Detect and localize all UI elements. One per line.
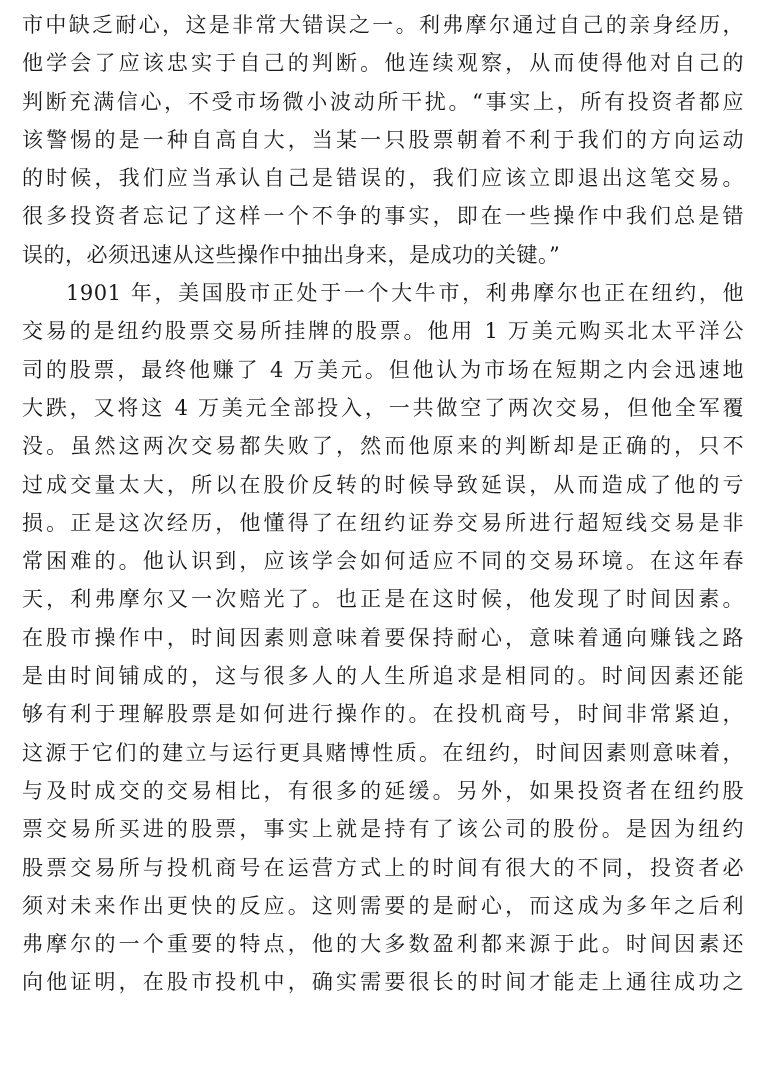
text-line: 1901 年，美国股市正处于一个大牛市，利弗摩尔也正在纽约，他: [66, 281, 744, 306]
text-line: 市中缺乏耐心，这是非常大错误之一。利弗摩尔通过自己的亲身经历，: [22, 13, 744, 37]
text-line: 票交易所买进的股票，事实上就是持有了该公司的股份。是因为纽约: [22, 817, 744, 842]
text-line: 弗摩尔的一个重要的特点，他的大多数盈利都来源于此。时间因素还: [22, 932, 744, 957]
text-line: 损。正是这次经历，他懂得了在纽约证券交易所进行超短线交易是非: [22, 510, 744, 535]
text-line: 与及时成交的交易相比，有很多的延缓。另外，如果投资者在纽约股: [22, 778, 744, 803]
text-line: 的时候，我们应当承认自己是错误的，我们应该立即退出这笔交易。: [22, 166, 744, 191]
text-line: 判断充满信心，不受市场微小波动所干扰。“事实上，所有投资者都应: [22, 89, 744, 114]
text-line: 交易的是纽约股票交易所挂牌的股票。他用 1 万美元购买北太平洋公: [22, 319, 744, 344]
text-line: 误的，必须迅速从这些操作中抽出身来，是成功的关键。”: [22, 242, 561, 267]
paragraph-2: [22, 274, 744, 1002]
text-line: 该警惕的是一种自高自大，当某一只股票朝着不利于我们的方向运动: [22, 127, 744, 152]
text-line: 常困难的。他认识到，应该学会如何适应不同的交易环境。在这年春: [22, 549, 744, 574]
text-line: 股票交易所与投机商号在运营方式上的时间有很大的不同，投资者必: [22, 855, 744, 880]
text-line: 司的股票，最终他赚了 4 万美元。但他认为市场在短期之内会迅速地: [22, 357, 744, 382]
text-line: 这源于它们的建立与运行更具赌博性质。在纽约，时间因素则意味着，: [22, 740, 744, 765]
text-line: 向他证明，在股市投机中，确实需要很长的时间才能走上通往成功之: [22, 970, 744, 995]
text-line: 很多投资者忘记了这样一个不争的事实，即在一些操作中我们总是错: [22, 204, 744, 229]
text-line: 没。虽然这两次交易都失败了，然而他原来的判断却是正确的，只不: [22, 434, 744, 459]
text-line: 大跌，又将这 4 万美元全部投入，一共做空了两次交易，但他全军覆: [22, 395, 744, 420]
text-line: 天，利弗摩尔又一次赔光了。也正是在这时候，他发现了时间因素。: [22, 587, 744, 612]
paragraph-1: [22, 6, 744, 274]
document-page: [22, 6, 744, 1002]
text-line: 须对未来作出更快的反应。这则需要的是耐心，而这成为多年之后利: [22, 893, 744, 918]
text-line: 在股市操作中，时间因素则意味着要保持耐心，意味着通向赚钱之路: [22, 625, 744, 650]
text-line: 过成交量太大，所以在股价反转的时候导致延误，从而造成了他的亏: [22, 472, 744, 497]
text-line: 是由时间铺成的，这与很多人的人生所追求是相同的。时间因素还能: [22, 664, 744, 689]
text-line: 够有利于理解股票是如何进行操作的。在投机商号，时间非常紧迫，: [22, 702, 744, 727]
text-line: 他学会了应该忠实于自己的判断。他连续观察，从而使得他对自己的: [22, 51, 744, 76]
